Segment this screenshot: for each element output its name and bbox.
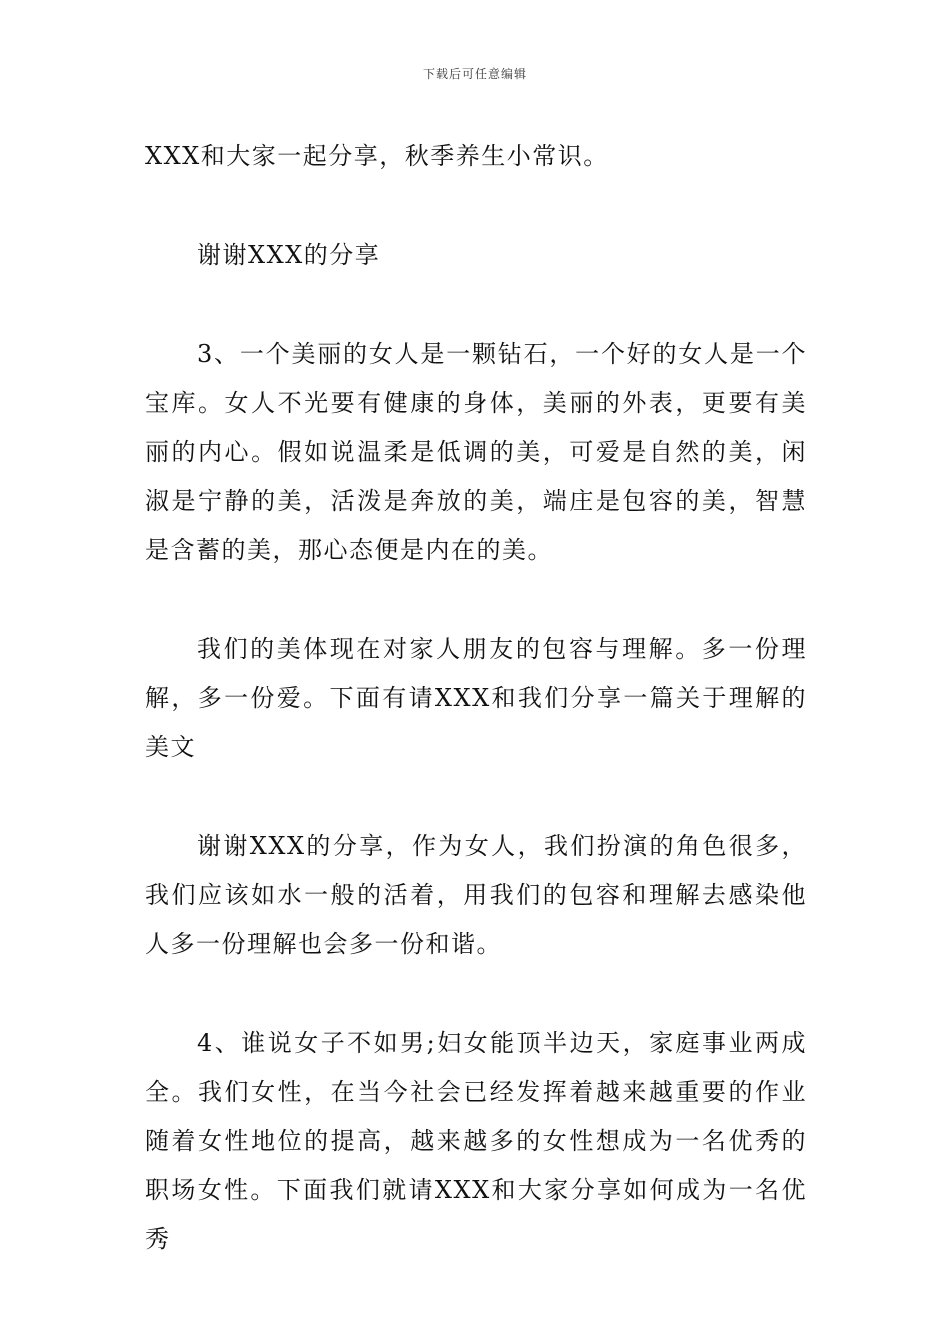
paragraph-3: 3、一个美丽的女人是一颗钻石，一个好的女人是一个宝库。女人不光要有健康的身体，美丽的外表，更要有美丽的内心。假如说温柔是低调的美，可爱是自然的美，闲淑是宁静的美，活泼是奔放的美，端庄是包容的美，智慧是含蓄的美，那心态便是内在的美。 [145,340,807,564]
document-body [145,132,807,1314]
page-header: 下载后可任意编辑 [422,67,527,81]
paragraph-6: 4、谁说女子不如男;妇女能顶半边天，家庭事业两成全。我们女性，在当今社会已经发挥着越来越重要的作业随着女性地位的提高，越来越多的女性想成为一名优秀的职场女性。下面我们就请XXX和大家分享如何成为一名优秀 [145,1029,807,1253]
paragraph-4: 我们的美体现在对家人朋友的包容与理解。多一份理解，多一份爱。下面有请XXX和我们分享一篇关于理解的美文 [145,635,807,761]
paragraph-2: 谢谢XXX的分享 [197,241,381,269]
paragraph-1: XXX和大家一起分享，秋季养生小常识。 [145,142,609,170]
paragraph-5: 谢谢XXX的分享，作为女人，我们扮演的角色很多，我们应该如水一般的活着，用我们的包容和理解去感染他人多一份理解也会多一份和谐。 [145,832,807,958]
